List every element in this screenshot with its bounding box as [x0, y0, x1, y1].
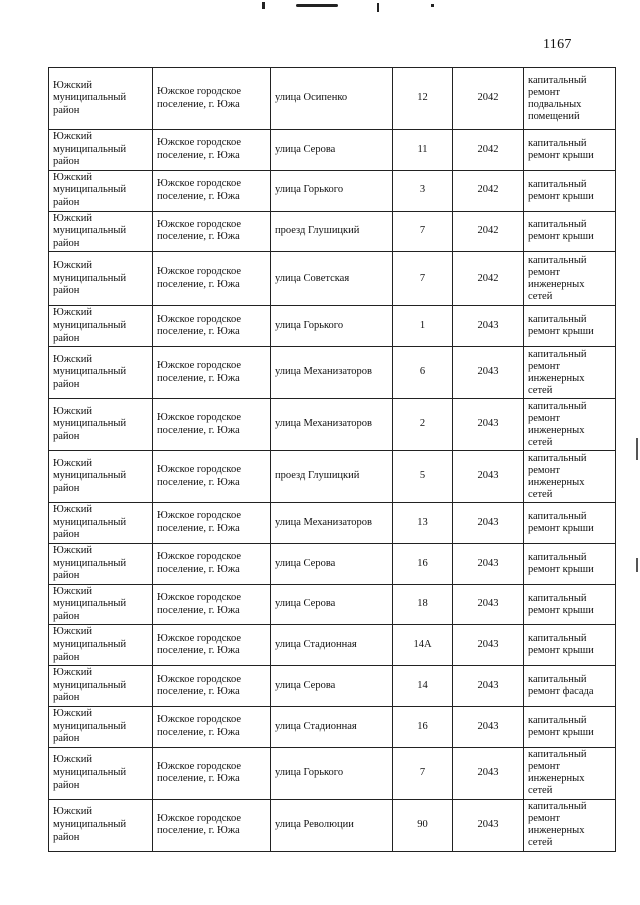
- house-number-cell: 6: [393, 347, 453, 399]
- district-cell: Южский муниципальный район: [49, 625, 153, 666]
- settlement-cell: Южское городское поселение, г. Южа: [153, 399, 271, 451]
- settlement-cell: Южское городское поселение, г. Южа: [153, 666, 271, 707]
- work-type-cell: капитальный ремонт инженерных сетей: [524, 747, 616, 799]
- district-cell: Южский муниципальный район: [49, 799, 153, 851]
- year-cell: 2043: [453, 799, 524, 851]
- house-number-cell: 90: [393, 799, 453, 851]
- district-cell: Южский муниципальный район: [49, 747, 153, 799]
- year-cell: 2042: [453, 68, 524, 130]
- page-number: 1167: [543, 37, 572, 52]
- street-cell: улица Механизаторов: [271, 503, 393, 544]
- street-cell: улица Советская: [271, 252, 393, 306]
- table-row: [49, 747, 616, 799]
- house-number-cell: 13: [393, 503, 453, 544]
- work-type-cell: капитальный ремонт фасада: [524, 666, 616, 707]
- street-cell: улица Горького: [271, 747, 393, 799]
- table-row: [49, 666, 616, 707]
- district-cell: Южский муниципальный район: [49, 68, 153, 130]
- house-number-cell: 1: [393, 306, 453, 347]
- table-row: [49, 625, 616, 666]
- scan-artifact: [296, 4, 338, 7]
- house-number-cell: 7: [393, 211, 453, 252]
- street-cell: проезд Глушицкий: [271, 211, 393, 252]
- work-type-cell: капитальный ремонт инженерных сетей: [524, 252, 616, 306]
- year-cell: 2043: [453, 666, 524, 707]
- table-row: [49, 399, 616, 451]
- table-body: [49, 68, 616, 852]
- district-cell: Южский муниципальный район: [49, 584, 153, 625]
- district-cell: Южский муниципальный район: [49, 707, 153, 748]
- settlement-cell: Южское городское поселение, г. Южа: [153, 68, 271, 130]
- work-type-cell: капитальный ремонт крыши: [524, 211, 616, 252]
- street-cell: улица Революции: [271, 799, 393, 851]
- scan-artifact: [636, 558, 638, 572]
- house-number-cell: 14: [393, 666, 453, 707]
- year-cell: 2042: [453, 170, 524, 211]
- settlement-cell: Южское городское поселение, г. Южа: [153, 347, 271, 399]
- scan-artifact: [377, 3, 379, 12]
- table-row: [49, 707, 616, 748]
- work-type-cell: капитальный ремонт крыши: [524, 170, 616, 211]
- scan-artifact: [636, 438, 638, 460]
- district-cell: Южский муниципальный район: [49, 503, 153, 544]
- street-cell: улица Горького: [271, 170, 393, 211]
- year-cell: 2043: [453, 747, 524, 799]
- district-cell: Южский муниципальный район: [49, 252, 153, 306]
- house-number-cell: 18: [393, 584, 453, 625]
- work-type-cell: капитальный ремонт крыши: [524, 584, 616, 625]
- year-cell: 2043: [453, 347, 524, 399]
- settlement-cell: Южское городское поселение, г. Южа: [153, 252, 271, 306]
- street-cell: проезд Глушицкий: [271, 451, 393, 503]
- street-cell: улица Серова: [271, 666, 393, 707]
- house-number-cell: 5: [393, 451, 453, 503]
- house-number-cell: 14А: [393, 625, 453, 666]
- district-cell: Южский муниципальный район: [49, 130, 153, 171]
- work-type-cell: капитальный ремонт крыши: [524, 625, 616, 666]
- district-cell: Южский муниципальный район: [49, 543, 153, 584]
- table-row: [49, 503, 616, 544]
- scan-artifact: [431, 4, 434, 7]
- year-cell: 2042: [453, 252, 524, 306]
- year-cell: 2043: [453, 306, 524, 347]
- year-cell: 2042: [453, 130, 524, 171]
- house-number-cell: 11: [393, 130, 453, 171]
- district-cell: Южский муниципальный район: [49, 666, 153, 707]
- street-cell: улица Серова: [271, 584, 393, 625]
- settlement-cell: Южское городское поселение, г. Южа: [153, 747, 271, 799]
- work-type-cell: капитальный ремонт крыши: [524, 306, 616, 347]
- settlement-cell: Южское городское поселение, г. Южа: [153, 625, 271, 666]
- table-row: [49, 306, 616, 347]
- work-type-cell: капитальный ремонт инженерных сетей: [524, 799, 616, 851]
- settlement-cell: Южское городское поселение, г. Южа: [153, 503, 271, 544]
- work-type-cell: капитальный ремонт инженерных сетей: [524, 347, 616, 399]
- year-cell: 2043: [453, 707, 524, 748]
- work-type-cell: капитальный ремонт крыши: [524, 543, 616, 584]
- district-cell: Южский муниципальный район: [49, 451, 153, 503]
- table-row: [49, 68, 616, 130]
- year-cell: 2043: [453, 625, 524, 666]
- house-number-cell: 7: [393, 252, 453, 306]
- settlement-cell: Южское городское поселение, г. Южа: [153, 211, 271, 252]
- settlement-cell: Южское городское поселение, г. Южа: [153, 584, 271, 625]
- street-cell: улица Механизаторов: [271, 347, 393, 399]
- house-number-cell: 7: [393, 747, 453, 799]
- settlement-cell: Южское городское поселение, г. Южа: [153, 799, 271, 851]
- street-cell: улица Механизаторов: [271, 399, 393, 451]
- house-number-cell: 16: [393, 707, 453, 748]
- district-cell: Южский муниципальный район: [49, 399, 153, 451]
- year-cell: 2043: [453, 503, 524, 544]
- repair-schedule-table: [48, 67, 616, 852]
- settlement-cell: Южское городское поселение, г. Южа: [153, 451, 271, 503]
- work-type-cell: капитальный ремонт крыши: [524, 503, 616, 544]
- table-row: [49, 543, 616, 584]
- settlement-cell: Южское городское поселение, г. Южа: [153, 130, 271, 171]
- district-cell: Южский муниципальный район: [49, 170, 153, 211]
- settlement-cell: Южское городское поселение, г. Южа: [153, 543, 271, 584]
- street-cell: улица Горького: [271, 306, 393, 347]
- work-type-cell: капитальный ремонт крыши: [524, 130, 616, 171]
- table-row: [49, 211, 616, 252]
- street-cell: улица Серова: [271, 543, 393, 584]
- settlement-cell: Южское городское поселение, г. Южа: [153, 306, 271, 347]
- work-type-cell: капитальный ремонт подвальных помещений: [524, 68, 616, 130]
- year-cell: 2043: [453, 543, 524, 584]
- work-type-cell: капитальный ремонт инженерных сетей: [524, 399, 616, 451]
- year-cell: 2043: [453, 584, 524, 625]
- settlement-cell: Южское городское поселение, г. Южа: [153, 170, 271, 211]
- table-row: [49, 170, 616, 211]
- district-cell: Южский муниципальный район: [49, 347, 153, 399]
- district-cell: Южский муниципальный район: [49, 306, 153, 347]
- street-cell: улица Стадионная: [271, 707, 393, 748]
- year-cell: 2042: [453, 211, 524, 252]
- table-row: [49, 130, 616, 171]
- table-row: [49, 799, 616, 851]
- year-cell: 2043: [453, 451, 524, 503]
- house-number-cell: 3: [393, 170, 453, 211]
- table-row: [49, 451, 616, 503]
- table-row: [49, 584, 616, 625]
- street-cell: улица Стадионная: [271, 625, 393, 666]
- year-cell: 2043: [453, 399, 524, 451]
- house-number-cell: 2: [393, 399, 453, 451]
- work-type-cell: капитальный ремонт инженерных сетей: [524, 451, 616, 503]
- settlement-cell: Южское городское поселение, г. Южа: [153, 707, 271, 748]
- street-cell: улица Осипенко: [271, 68, 393, 130]
- table-row: [49, 347, 616, 399]
- work-type-cell: капитальный ремонт крыши: [524, 707, 616, 748]
- table-row: [49, 252, 616, 306]
- scan-artifact: [262, 2, 265, 9]
- house-number-cell: 12: [393, 68, 453, 130]
- street-cell: улица Серова: [271, 130, 393, 171]
- district-cell: Южский муниципальный район: [49, 211, 153, 252]
- house-number-cell: 16: [393, 543, 453, 584]
